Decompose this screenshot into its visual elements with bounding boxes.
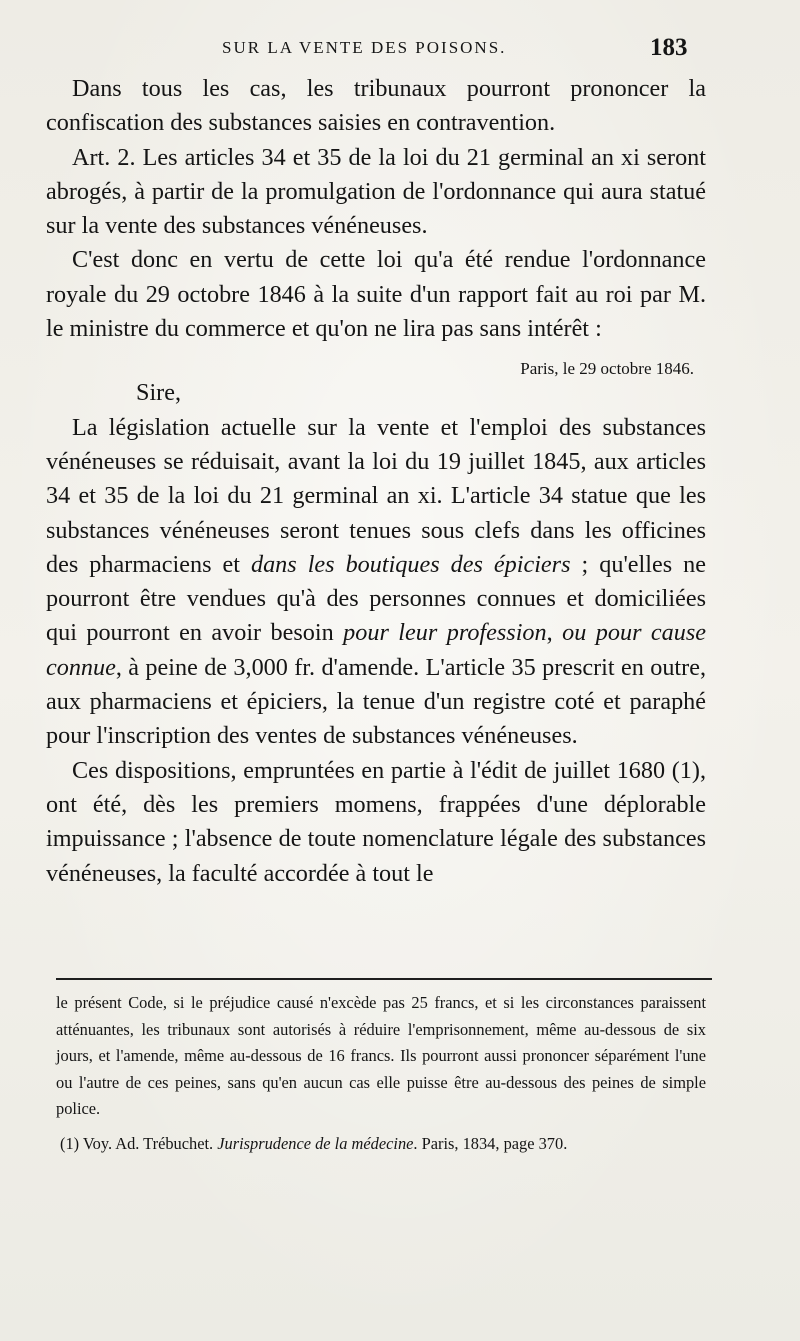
running-title: SUR LA VENTE DES POISONS. [222, 38, 507, 57]
footnote-1 [56, 1131, 706, 1158]
legislation-text-2: ; qu'elles ne pourront être vendues qu'à des personnes connues et domiciliées qui pourront en avoir besoin [46, 550, 706, 647]
paragraph-dispositions: Ces dispositions, empruntées en partie à l'édit de juillet 1680 (1), ont été, dès les premiers momens, frappées d'une déplorable impuissance ; l'absence de toute nomenclature légale des substances vénéneuses, la faculté accordée à tout le [46, 756, 706, 887]
legislation-italic-1: dans les boutiques des épiciers [250, 550, 571, 578]
footnote-1-title: Jurisprudence de la médecine [217, 1133, 414, 1153]
dateline: Paris, le 29 octobre 1846. [520, 359, 694, 379]
legislation-italic-2: pour leur profession [343, 619, 547, 647]
footnote-rule [56, 978, 712, 980]
page-number: 183 [650, 34, 688, 61]
legislation-text-4: , à peine de 3,000 fr. d'amende. L'article 35 prescrit en outre, aux pharmaciens et épiciers, la tenue d'un registre coté et paraphé pour l'inscription des ventes de substances vénéneuses. [46, 653, 706, 750]
footnote-1-source: . Paris, 1834, page 370. [413, 1133, 568, 1153]
paragraph-confiscation: Dans tous les cas, les tribunaux pourront prononcer la confiscation des substances saisies en contravention. [46, 75, 706, 137]
legislation-italic-3: ou pour cause connue [46, 619, 707, 681]
legislation-text-1: La législation actuelle sur la vente et l'emploi des substances vénéneuses se réduisait, avant la loi du 19 juillet 1845, aux articles 34 et 35 de la loi du 21 germinal an xi. L'article 34 statue que les substances vénéneuses seront tenues sous clefs dans les officines des pharmaciens et [46, 413, 706, 578]
salutation: Sire, [136, 379, 182, 407]
footnotes [56, 990, 706, 1158]
paragraph-article-2: Art. 2. Les articles 34 et 35 de la loi du 21 germinal an xi seront abrogés, à partir de la promulgation de l'ordonnance qui aura statué sur la vente des substances vénéneuses. [46, 143, 706, 240]
running-header [0, 34, 800, 66]
footnote-1-text: (1) Voy. Ad. Trébuchet. [60, 1133, 218, 1153]
paragraph-legislation [46, 411, 706, 754]
legislation-text-3: , [546, 619, 563, 647]
main-text [46, 72, 706, 891]
paragraph-ordonnance-intro: C'est donc en vertu de cette loi qu'a été rendue l'ordonnance royale du 29 octobre 1846 à la suite d'un rapport fait au roi par M. le ministre du commerce et qu'on ne lira pas sans intérêt : [46, 246, 706, 343]
footnote-continuation: le présent Code, si le préjudice causé n'excède pas 25 francs, et si les circonstances paraissent atténuantes, les tribunaux sont autorisés à réduire l'emprisonnement, même au-dessous de six jours, et l'amende, même au-dessous de 16 francs. Ils pourront aussi prononcer séparément l'une ou l'autre de ces peines, sans qu'en aucun cas elle puisse être au-dessous des peines de simple police. [56, 993, 706, 1119]
